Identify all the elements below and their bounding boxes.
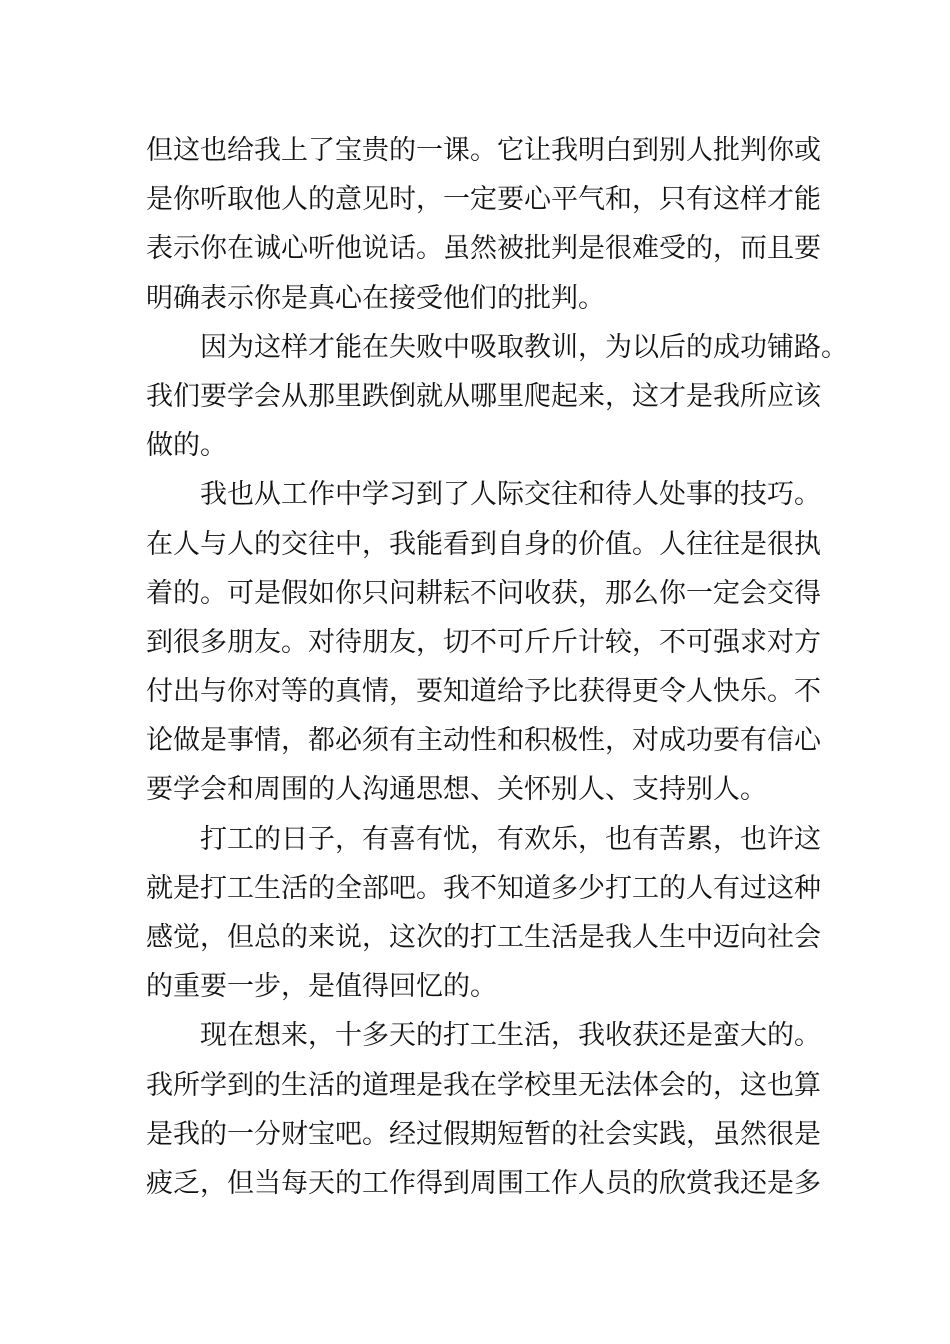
- text-line: 要学会和周围的人沟通思想、关怀别人、支持别人。: [146, 774, 767, 806]
- paragraph-2: [146, 323, 848, 471]
- text-line: 论做是事情，都必须有主动性和积极性，对成功要有信心: [146, 725, 821, 757]
- text-line: 疲乏，但当每天的工作得到周围工作人员的欣赏我还是多: [146, 1167, 821, 1199]
- text-line: 因为这样才能在失败中吸取教训，为以后的成功铺路。: [200, 331, 848, 363]
- text-line: 表示你在诚心听他说话。虽然被批判是很难受的，而且要: [146, 233, 821, 265]
- paragraph-4: [146, 815, 836, 1012]
- text-line: 是你听取他人的意见时，一定要心平气和，只有这样才能: [146, 184, 821, 216]
- paragraph-3: [146, 470, 836, 814]
- text-line: 我们要学会从那里跌倒就从哪里爬起来，这才是我所应该: [146, 380, 821, 412]
- text-line: 我所学到的生活的道理是我在学校里无法体会的，这也算: [146, 1069, 821, 1101]
- text-line: 的重要一步，是值得回忆的。: [146, 971, 497, 1003]
- text-line: 但这也给我上了宝贵的一课。它让我明白到别人批判你或: [146, 135, 821, 166]
- text-line: 是我的一分财宝吧。经过假期短暂的社会实践，虽然很是: [146, 1118, 821, 1150]
- text-line: 现在想来，十多天的打工生活，我收获还是蛮大的。: [200, 1020, 821, 1052]
- text-line: 就是打工生活的全部吧。我不知道多少打工的人有过这种: [146, 872, 821, 904]
- text-line: 付出与你对等的真情，要知道给予比获得更令人快乐。不: [146, 676, 821, 708]
- paragraph-1: [146, 126, 836, 323]
- text-line: 明确表示你是真心在接受他们的批判。: [146, 282, 605, 314]
- text-line: 打工的日子，有喜有忧，有欢乐，也有苦累，也许这: [200, 823, 821, 855]
- paragraph-5: [146, 1011, 836, 1208]
- text-line: 到很多朋友。对待朋友，切不可斤斤计较，不可强求对方: [146, 626, 821, 658]
- text-line: 在人与人的交往中，我能看到自身的价值。人往往是很执: [146, 528, 821, 560]
- text-line: 做的。: [146, 430, 227, 462]
- document-body: [146, 126, 848, 1208]
- text-line: 我也从工作中学习到了人际交往和待人处事的技巧。: [200, 479, 821, 511]
- text-line: 着的。可是假如你只问耕耘不问收获，那么你一定会交得: [146, 577, 821, 609]
- text-line: 感觉，但总的来说，这次的打工生活是我人生中迈向社会: [146, 922, 821, 953]
